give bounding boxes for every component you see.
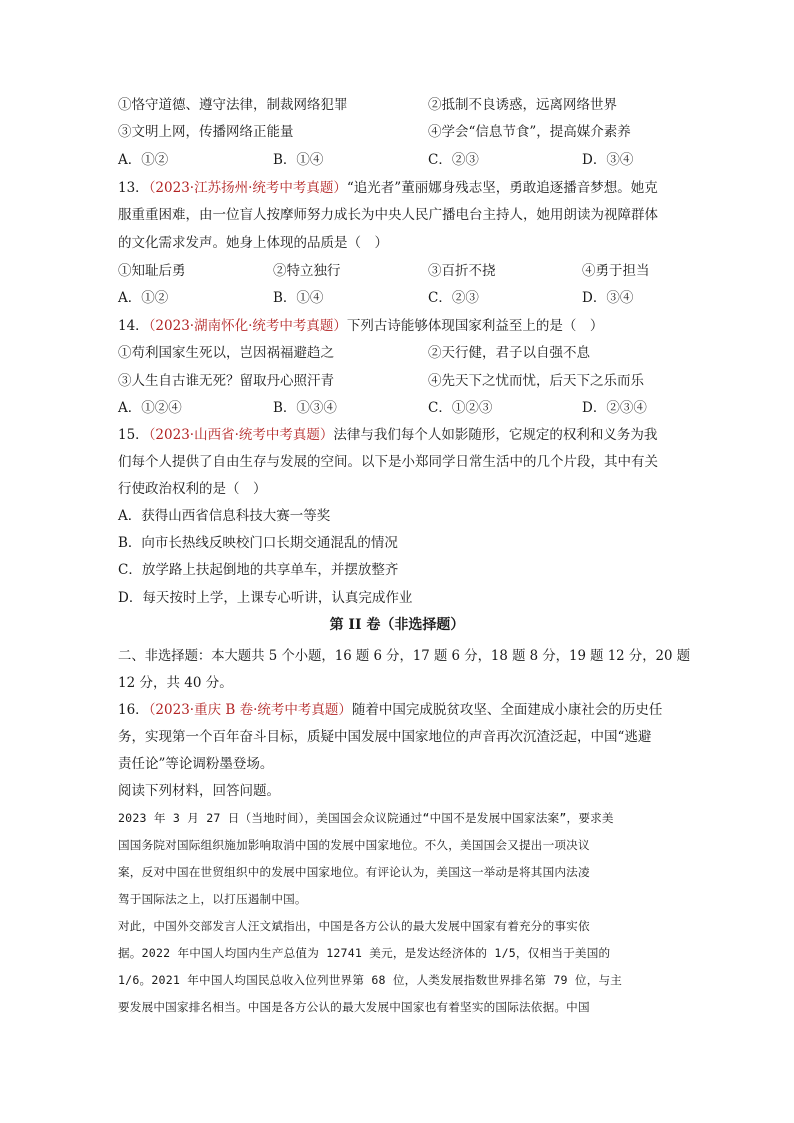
q13-option-1: ①知耻后勇: [118, 263, 186, 279]
q13-number: 13．: [118, 180, 149, 196]
q14-option-3: ③人生自古谁无死？留取丹心照汗青: [118, 373, 334, 389]
q14-text-1: 下列古诗能够体现国家利益至上的是（ ）: [346, 318, 604, 334]
q15-choice-d: D．每天按时上学，上课专心听讲，认真完成作业: [118, 590, 413, 606]
q16-material-line-2: 国国务院对国际组织施加影响取消中国的发展中国家地位。不久，美国国会又提出一项决议: [118, 838, 590, 852]
q16-material-line-4: 驾于国际法之上，以打压遏制中国。: [118, 892, 307, 906]
q15-choice-b: B．向市长热线反映校门口长期交通混乱的情况: [118, 535, 398, 551]
q12-choice-a: A．①②: [118, 152, 169, 168]
q13-choice-b: B．①④: [273, 290, 324, 306]
q15-choice-a: A．获得山西省信息科技大赛一等奖: [118, 508, 331, 524]
q15-text-1: 法律与我们每个人如影随形，它规定的权利和义务为我: [333, 427, 658, 443]
q13-text-1: “追光者”董丽娜身残志坚，勇敢追逐播音梦想。她克: [346, 180, 658, 196]
q16-material-line-1: 2023 年 3 月 27 日（当地时间），美国国会众议院通过“中国不是发展中国家法案”，要求美: [118, 811, 614, 825]
q16-stem-line-1: [118, 700, 662, 720]
q16-stem-line-2: 务，实现第一个百年奋斗目标，质疑中国发展中国家地位的声音再次沉渣泛起，中国“逃避: [118, 729, 652, 745]
q12-option-1: ①恪守道德、遵守法律，制裁网络犯罪: [118, 97, 348, 113]
q16-material-line-5: 对此，中国外交部发言人汪文斌指出，中国是各方公认的最大发展中国家有着充分的事实依: [118, 919, 590, 933]
q15-stem-line-2: 们每个人提供了自由生存与发展的空间。以下是小郑同学日常生活中的几个片段，其中有关: [118, 454, 658, 470]
section-2-heading-line-2: 12 分，共 40 分。: [118, 675, 233, 691]
q14-choice-d: D．②③④: [582, 400, 647, 416]
q15-choice-c: C．放学路上扶起倒地的共享单车，并摆放整齐: [118, 562, 399, 578]
q12-choice-b: B．①④: [273, 152, 324, 168]
q16-text-1: 随着中国完成脱贫攻坚、全面建成小康社会的历史任: [351, 702, 663, 718]
q16-instruction: 阅读下列材料，回答问题。: [118, 783, 280, 799]
q16-stem-line-3: 责任论”等论调粉墨登场。: [118, 756, 274, 772]
q14-choice-a: A．①②④: [118, 400, 182, 416]
q14-choice-c: C．①②③: [428, 400, 493, 416]
q14-number: 14．: [118, 318, 149, 334]
q13-choice-a: A．①②: [118, 290, 169, 306]
q12-option-3: ③文明上网，传播网络正能量: [118, 124, 294, 140]
q14-choice-b: B．①③④: [273, 400, 337, 416]
q15-number: 15．: [118, 427, 149, 443]
q14-source: （2023·湖南怀化·统考中考真题）: [148, 318, 347, 334]
q12-option-2: ②抵制不良诱惑，远离网络世界: [428, 97, 617, 113]
q13-stem-line-3: 的文化需求发声。她身上体现的品质是（ ）: [118, 235, 388, 251]
q16-source: （2023·重庆 B 卷·统考中考真题）: [148, 702, 352, 718]
section-2-heading-line-1: 二、非选择题：本大题共 5 个小题，16 题 6 分，17 题 6 分，18 题 8 分，19 题 12 分，20 题: [118, 648, 691, 664]
q13-stem-line-2: 服重重困难，由一位盲人按摩师努力成长为中央人民广播电台主持人，她用朗读为视障群体: [118, 207, 658, 223]
q16-material-line-6: 据。2022 年中国人均国内生产总值为 12741 美元，是发达经济体的 1/5，仅相当于美国的: [118, 946, 611, 960]
q13-choice-c: C．②③: [428, 290, 479, 306]
q14-option-1: ①苟利国家生死以，岂因祸福避趋之: [118, 345, 334, 361]
q13-stem-line-1: [118, 178, 658, 198]
q16-number: 16．: [118, 702, 149, 718]
q16-material-line-8: 要发展中国家排名相当。中国是各方公认的最大发展中国家也有着坚实的国际法依据。中国: [118, 1000, 590, 1014]
q12-choice-d: D．③④: [582, 152, 634, 168]
q13-option-2: ②特立独行: [273, 263, 341, 279]
q14-stem-line-1: [118, 316, 603, 336]
q13-option-4: ④勇于担当: [582, 263, 650, 279]
q13-choice-d: D．③④: [582, 290, 634, 306]
q12-option-4: ④学会“信息节食”，提高媒介素养: [428, 124, 631, 140]
section-2-title: 第 II 卷（非选择题）: [329, 617, 465, 633]
q14-option-4: ④先天下之忧而忧，后天下之乐而乐: [428, 373, 644, 389]
q13-option-3: ③百折不挠: [428, 263, 496, 279]
q15-stem-line-1: [118, 425, 657, 445]
q12-choice-c: C．②③: [428, 152, 479, 168]
q14-option-2: ②天行健，君子以自强不息: [428, 345, 590, 361]
q16-material-line-3: 案，反对中国在世贸组织中的发展中国家地位。有评论认为，美国这一举动是将其国内法凌: [118, 865, 590, 879]
q16-material-line-7: 1/6。2021 年中国人均国民总收入位列世界第 68 位，人类发展指数世界排名第 79 位，与主: [118, 973, 623, 987]
q13-source: （2023·江苏扬州·统考中考真题）: [148, 180, 347, 196]
q15-source: （2023·山西省·统考中考真题）: [148, 427, 334, 443]
q15-stem-line-3: 行使政治权利的是（ ）: [118, 481, 267, 497]
